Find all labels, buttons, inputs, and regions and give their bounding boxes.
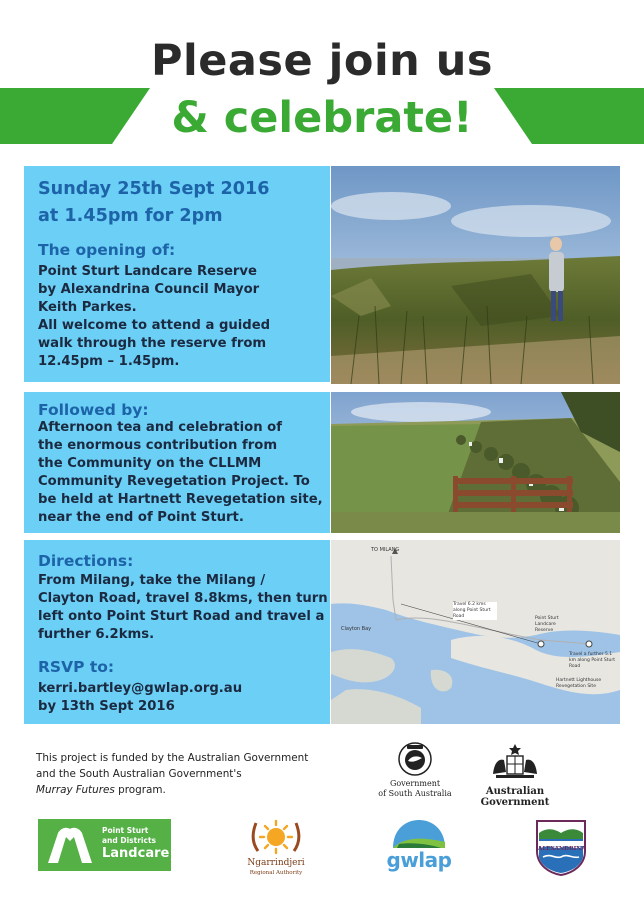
opening-heading: The opening of: [38,241,176,259]
gwlap-landscape-icon [389,818,449,848]
ngarrindjeri-label: Ngarrindjeri [247,858,305,868]
directions-text [38,572,330,644]
map-label-to-milang: TO MILANG [371,547,400,553]
landcare-line3: Landcare [102,846,170,861]
directions-line: Clayton Road, travel 8.8kms, then turn [38,591,328,606]
directions-line: From Milang, take the Milang / [38,573,266,588]
rsvp-email[interactable]: kerri.bartley@gwlap.org.au [38,681,243,696]
directions-map [331,540,620,724]
gwlap-logo [384,818,454,880]
reserve-photo [331,166,620,384]
rsvp-deadline: by 13th Sept 2016 [38,699,175,714]
rsvp-text [38,680,242,716]
coat-of-arms-icon [488,742,542,782]
alexandrina-label: ALEXANDRINA [538,846,586,852]
directions-heading: Directions: [38,552,134,570]
alexandrina-logo [524,817,598,881]
funding-line1: This project is funded by the Australian Government [36,752,309,764]
opening-line: Point Sturt Landcare Reserve [38,264,257,279]
sa-government-logo [368,742,462,802]
opening-line: All welcome to attend a guided [38,318,271,333]
sa-piping-shrike-icon [397,742,433,776]
funding-line3-rest: program. [114,784,166,796]
gwlap-label: gwlap [386,848,452,872]
opening-line: Keith Parkes. [38,300,137,315]
australian-government-logo [454,742,576,808]
ngarrindjeri-sub-label: Regional Authority [249,870,303,876]
opening-line: 12.45pm – 1.45pm. [38,354,180,369]
ngarrindjeri-logo [236,817,316,879]
revegetation-photo [331,392,620,533]
map-label-hartnett: Hartnett Lighthouse Revegetation Site [556,678,602,689]
followed-line: Community Revegetation Project. To [38,474,310,489]
map-label-travel-1: Travel 6.2 kms along Point Sturt Road [453,602,497,620]
event-date-line2: at 1.45pm for 2pm [38,206,223,226]
followed-text [38,419,330,527]
headline-please-join-us: Please join us [151,36,493,86]
map-label-travel-2: Travel a further 5.1 km along Point Sturt Road [569,652,616,669]
followed-line: the Community on the CLLMM [38,456,262,471]
sa-gov-line1: Government [389,779,441,788]
followed-line: Afternoon tea and celebration of [38,420,282,435]
followed-line: be held at Hartnett Revegetation site, [38,492,323,507]
opening-line: walk through the reserve from [38,336,267,351]
followed-line: near the end of Point Sturt. [38,510,244,525]
followed-heading: Followed by: [38,401,149,419]
map-label-clayton-bay: Clayton Bay [341,626,372,632]
headline-celebrate: & celebrate! [171,93,473,143]
directions-line: further 6.2kms. [38,627,155,642]
funding-statement [36,750,346,798]
funding-line2: and the South Australian Government's [36,768,242,780]
landcare-logo [38,819,171,871]
landcare-line2: and Districts [102,836,156,845]
funding-program-name: Murray Futures [36,784,115,796]
opening-text [38,263,328,371]
sa-gov-line2: of South Australia [378,789,452,798]
rsvp-heading: RSVP to: [38,658,115,676]
opening-line: by Alexandrina Council Mayor [38,282,260,297]
ngarrindjeri-sun-icon [250,817,302,857]
map-label-reserve: Point Sturt Landcare Reserve [535,616,559,633]
aus-gov-label: Australian Government [480,786,550,808]
directions-line: left onto Point Sturt Road and travel a [38,609,325,624]
followed-line: the enormous contribution from [38,438,278,453]
event-date [38,176,270,230]
event-date-line1: Sunday 25th Sept 2016 [38,179,270,199]
landcare-line1: Point Sturt [102,826,149,835]
landcare-hands-icon [44,823,96,867]
